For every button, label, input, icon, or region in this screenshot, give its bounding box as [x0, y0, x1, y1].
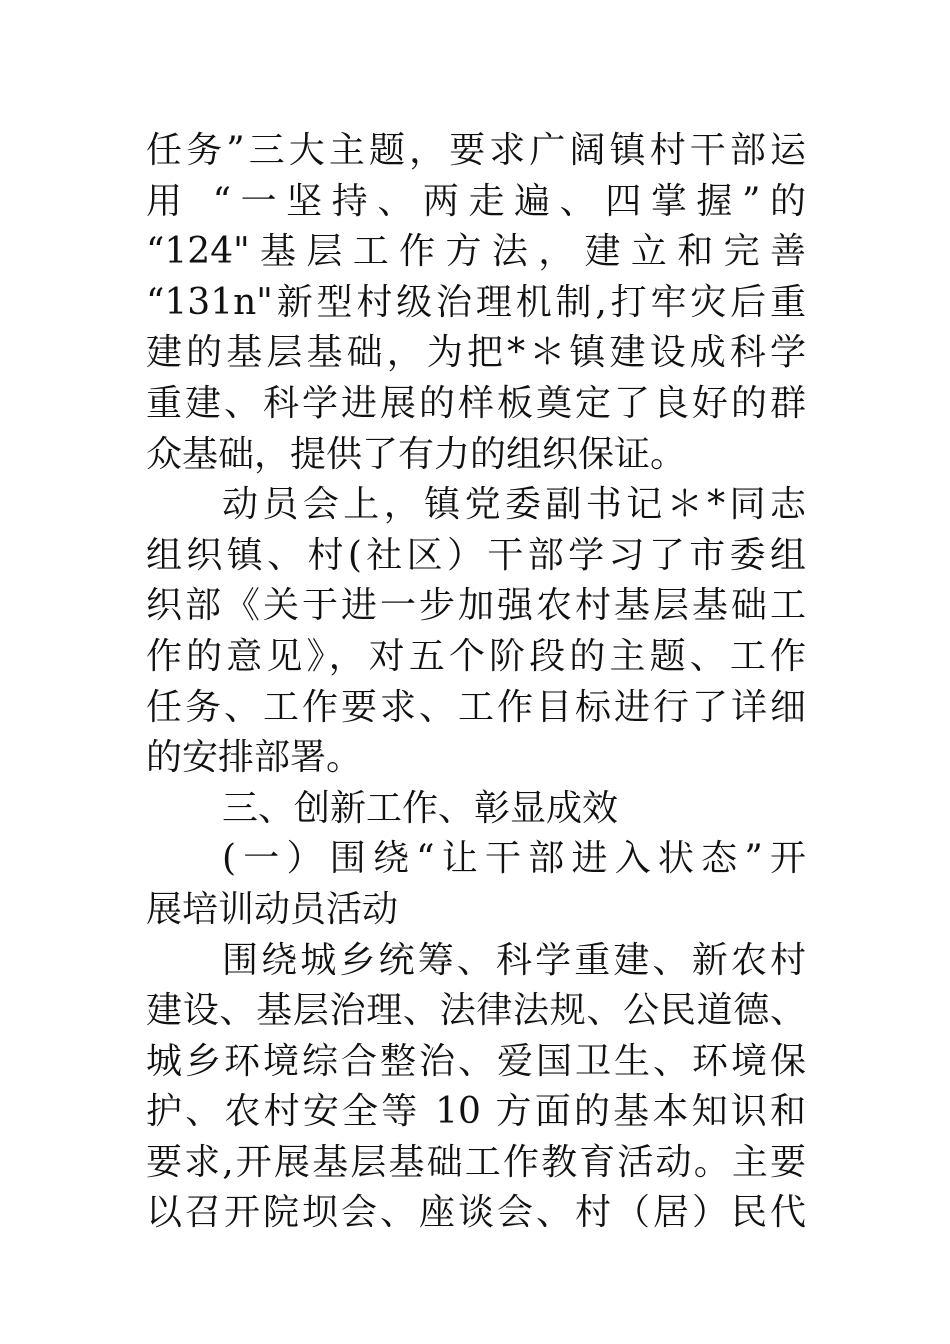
text-line-5: 建的基层基础，为把*＊镇建设成科学	[146, 332, 806, 374]
section-heading: 三、创新工作、彰显成效	[222, 787, 619, 829]
text-line-9: 组织镇、村(社区）干部学习了市委组	[146, 534, 806, 576]
subsection-heading-line-1: (一）围绕“让干部进入状态”开	[222, 838, 806, 880]
text-line-2: 用 “一坚持、两走遍、四掌握”的	[146, 180, 806, 222]
text-line-22: 以召开院坝会、座谈会、村（居）民代	[146, 1192, 806, 1234]
text-line-7: 众基础，提供了有力的组织保证。	[146, 433, 687, 475]
text-line-8: 动员会上，镇党委副书记＊*同志	[222, 484, 806, 526]
subsection-heading-line-2: 展培训动员活动	[146, 888, 399, 930]
text-line-21: 要求,开展基层基础工作教育活动。主要	[146, 1141, 806, 1183]
text-line-18: 建设、基层治理、法律法规、公民道德、	[146, 990, 806, 1032]
text-line-3: “124"基层工作方法，建立和完善	[146, 231, 806, 273]
text-line-6: 重建、科学进展的样板奠定了良好的群	[146, 382, 806, 424]
text-line-12: 任务、工作要求、工作目标进行了详细	[146, 686, 806, 728]
text-line-10: 织部《关于进一步加强农村基层基础工	[146, 585, 806, 627]
text-line-17: 围绕城乡统筹、科学重建、新农村	[222, 939, 806, 981]
text-line-1: 任务”三大主题，要求广阔镇村干部运	[146, 130, 806, 171]
text-line-11: 作的意见》，对五个阶段的主题、工作	[146, 635, 806, 677]
text-line-19: 城乡环境综合整治、爱国卫生、环境保	[146, 1040, 806, 1082]
text-line-20: 护、农村安全等 10 方面的基本知识和	[146, 1091, 806, 1133]
text-line-13: 的安排部署。	[146, 737, 363, 779]
text-line-4: “131n"新型村级治理机制,打牢灾后重	[146, 281, 806, 323]
body-text	[146, 126, 806, 1239]
